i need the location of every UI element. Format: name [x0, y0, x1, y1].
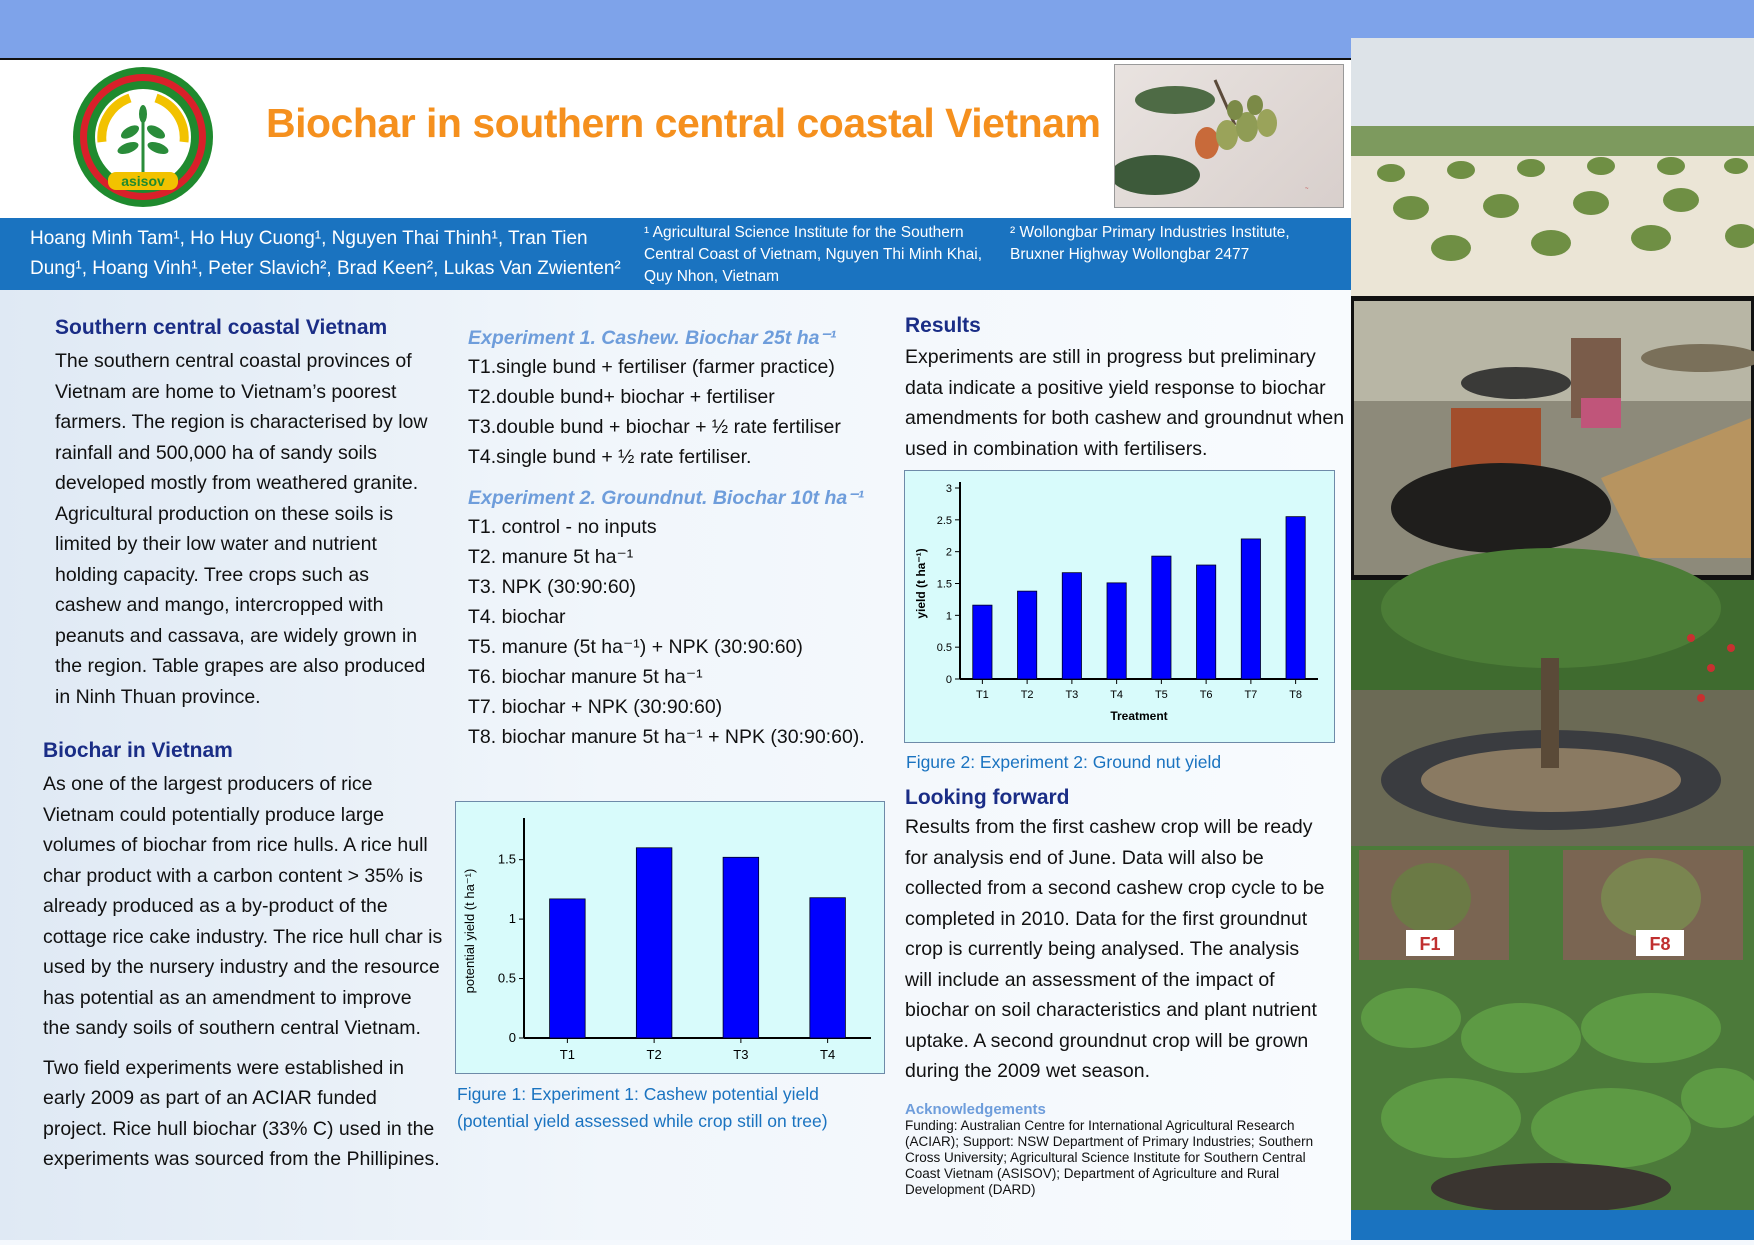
x-tick-label: T8: [1289, 689, 1303, 701]
affiliation-2: ² Wollongbar Primary Industries Institute, Bruxner Highway Wollongbar 2477: [1010, 224, 1290, 263]
figure-1-chart: [455, 801, 885, 1074]
bottom-blue-bar: [1351, 1210, 1754, 1240]
y-tick-label: 0.5: [497, 970, 516, 986]
asisov-logo: [70, 64, 216, 210]
ack-heading: Acknowledgements: [905, 1101, 1046, 1118]
figure-1-caption: [457, 1081, 897, 1135]
section-results: [905, 314, 1345, 464]
bar-t1: [550, 899, 586, 1038]
x-tick-label: T7: [1244, 689, 1258, 701]
exp2-heading: Experiment 2. Groundnut. Biochar 10t ha⁻¹: [468, 487, 865, 509]
biochar-production-photo: [1351, 296, 1754, 580]
logo-text: asisov: [121, 173, 165, 189]
exp2-treatment-item: T3. NPK (30:90:60): [468, 576, 636, 598]
exp2-treatments: [468, 512, 888, 752]
x-tick-label: T6: [1199, 689, 1213, 701]
cashew-field-photo: [1351, 38, 1754, 296]
fig1-caption-line1: Figure 1: Experiment 1: Cashew potential yield: [457, 1084, 819, 1104]
bar-t4: [810, 898, 846, 1038]
exp1-treatments: [468, 352, 888, 472]
bar-t2: [636, 848, 672, 1038]
poster-title: Biochar in southern central coastal Vietnam: [266, 100, 1101, 146]
fig1-caption-line2: (potential yield assessed while crop still on tree): [457, 1111, 828, 1131]
biochar-ring-tree-photo: [1351, 548, 1754, 846]
results-text: Experiments are still in progress but preliminary data indicate a positive yield response to biochar amendments for both cashew and groundnut when used in combination with fertilisers.: [905, 346, 1345, 460]
x-tick-label: T1: [975, 689, 989, 701]
results-heading: Results: [905, 314, 981, 337]
experiment-list: [468, 326, 888, 752]
bar-t3: [1062, 573, 1081, 679]
x-tick-label: T2: [646, 1047, 662, 1062]
exp2-treatment-item: T4. biochar: [468, 606, 566, 628]
bar-t3: [723, 857, 759, 1038]
section-text-biochar-1: As one of the largest producers of rice Vietnam could potentially produce large volumes of biochar from rice hulls. A rice hull char product with a carbon content > 35% is already produced as a by-product of the cottage rice cake industry. The rice hull char is used by the nursery industry and the resource has potential as an amendment to improve the sandy soils of southern central Vietnam.: [43, 773, 443, 1039]
y-axis-label: potential yield (t ha⁻¹): [462, 868, 477, 994]
bar-t8: [1286, 517, 1305, 679]
cashew-fruit-photo: [1114, 64, 1344, 208]
y-tick-label: 2.5: [936, 514, 952, 527]
y-axis-label: yield (t ha⁻¹): [914, 548, 928, 619]
svg-text:~: ~: [1305, 186, 1309, 192]
y-tick-label: 2: [945, 546, 952, 559]
affiliation-1: ¹ Agricultural Science Institute for the Southern Central Coast of Vietnam, Nguyen Thi Minh Khai, Quy Nhon, Vietnam: [644, 224, 983, 285]
section-text-southern: The southern central coastal provinces of Vietnam are home to Vietnam’s poorest farmers. The region is characterised by low rainfall and 500,000 ha of sandy soils developed mostly from weathered granite. Agricultural production on these soils is limited by their low water and nutrient holding capacity. Tree crops such as cashew and mango, intercropped with peanuts and cassava, are widely grown in the region. Table grapes are also produced in Ninh Thuan province.: [55, 350, 428, 708]
y-tick-label: 0: [508, 1030, 516, 1045]
section-looking-forward: [905, 786, 1325, 1087]
exp1-treatment-item: T3.double bund + biochar + ½ rate fertiliser: [468, 416, 841, 438]
forward-heading: Looking forward: [905, 786, 1070, 809]
exp2-treatment-item: T2. manure 5t ha⁻¹: [468, 546, 634, 568]
bar-t2: [1018, 591, 1037, 679]
section-heading-southern: Southern central coastal Vietnam: [55, 316, 388, 339]
bar-t4: [1107, 583, 1126, 679]
bar-t6: [1197, 565, 1216, 679]
x-axis-label: Treatment: [1110, 709, 1168, 723]
bar-t5: [1152, 556, 1171, 679]
forward-text: Results from the first cashew crop will be ready for analysis end of June. Data will also be collected from a second cashew crop cycle to be completed in 2010. Data for the first groundnut crop is currently being analysed. The analysis will include an assessment of the impact of biochar on soil characteristics and plant nutrient uptake. A second groundnut crop will be grown during the 2009 wet season.: [905, 816, 1325, 1082]
y-tick-label: 1.5: [497, 851, 516, 867]
x-tick-label: T4: [820, 1047, 836, 1062]
groundnut-plants-photo: [1351, 846, 1754, 1240]
author-list: [30, 224, 630, 284]
exp1-treatment-item: T4.single bund + ½ rate fertiliser.: [468, 446, 752, 468]
bar-t1: [973, 605, 992, 679]
label-f8: F8: [1649, 934, 1671, 954]
figure-2-caption: Figure 2: Experiment 2: Ground nut yield: [906, 752, 1222, 772]
label-f1: F1: [1419, 934, 1441, 954]
x-tick-label: T4: [1110, 689, 1124, 701]
section-heading-biochar: Biochar in Vietnam: [43, 739, 233, 762]
ack-text: Funding: Australian Centre for International Agricultural Research (ACIAR); Support: NSW Department of Primary Industries; Southern Cross University; Agricultural Science Institute for Southern Central Coast Vietnam (ASISOV); Department of Agriculture and Rural Development (DARD): [905, 1118, 1314, 1197]
exp2-treatment-item: T6. biochar manure 5t ha⁻¹: [468, 666, 703, 688]
photo-strip: [1351, 38, 1754, 1240]
exp1-treatment-item: T2.double bund+ biochar + fertiliser: [468, 386, 775, 408]
x-tick-label: T3: [1065, 689, 1079, 701]
exp1-treatment-item: T1.single bund + fertiliser (farmer practice): [468, 356, 835, 378]
bar-t7: [1241, 539, 1260, 679]
acknowledgements: [905, 1101, 1325, 1198]
y-tick-label: 1: [508, 911, 516, 927]
y-tick-label: 0.5: [936, 642, 952, 655]
section-biochar-vietnam: [43, 739, 443, 1175]
figure-2-chart: [904, 470, 1335, 743]
y-tick-label: 3: [945, 483, 952, 495]
section-text-biochar-2: Two field experiments were established in early 2009 as part of an ACIAR funded project. Rice hull biochar (33% C) used in the experiments was sourced from the Phillipines.: [43, 1056, 440, 1170]
author-bar: [0, 218, 1351, 290]
exp1-heading: Experiment 1. Cashew. Biochar 25t ha⁻¹: [468, 327, 837, 349]
x-tick-label: T1: [559, 1047, 575, 1062]
exp2-treatment-item: T8. biochar manure 5t ha⁻¹ + NPK (30:90:60).: [468, 726, 865, 748]
x-tick-label: T5: [1154, 689, 1168, 701]
x-tick-label: T2: [1020, 689, 1034, 701]
exp2-treatment-item: T5. manure (5t ha⁻¹) + NPK (30:90:60): [468, 636, 803, 658]
y-tick-label: 0: [945, 674, 952, 686]
authors-line-2: Dung¹, Hoang Vinh¹, Peter Slavich², Brad Keen², Lukas Van Zwienten²: [30, 258, 621, 279]
y-tick-label: 1: [945, 610, 952, 623]
exp2-treatment-item: T7. biochar + NPK (30:90:60): [468, 696, 723, 718]
section-southern-central: [55, 316, 435, 712]
exp2-treatment-item: T1. control - no inputs: [468, 516, 657, 538]
y-tick-label: 1.5: [936, 578, 952, 591]
x-tick-label: T3: [733, 1047, 749, 1062]
authors-line-1: Hoang Minh Tam¹, Ho Huy Cuong¹, Nguyen Thai Thinh¹, Tran Tien: [30, 228, 588, 249]
